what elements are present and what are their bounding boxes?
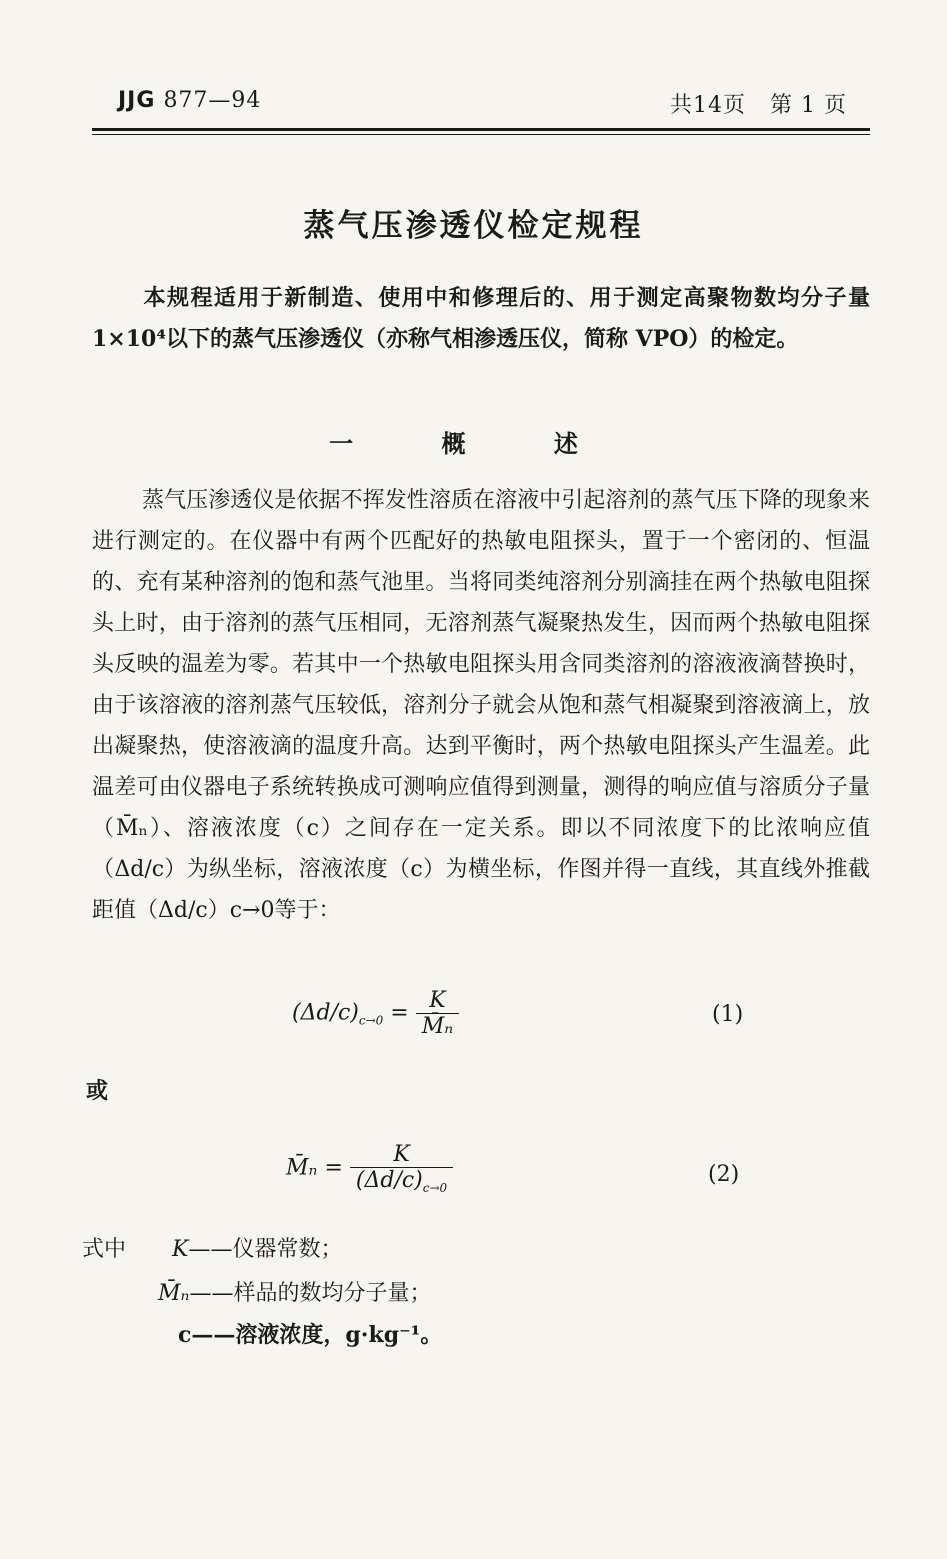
standard-code-number: 877—94 [163, 88, 262, 113]
equation-2-number: (2) [708, 1162, 740, 1187]
def-desc: 仪器常数； [232, 1237, 343, 1262]
overview-paragraph [92, 480, 870, 931]
eq1-denominator: M̄ₙ [421, 1014, 454, 1039]
def-dash: —— [188, 1237, 233, 1262]
header-rule-thick [92, 128, 870, 131]
standard-code [118, 88, 261, 113]
eq2-denominator [350, 1168, 453, 1195]
def-symbol: K [172, 1237, 189, 1262]
definition-c [178, 1318, 442, 1349]
eq2-den-main: (Δd/c) [355, 1168, 423, 1193]
total-pages: 共14页 [670, 93, 747, 118]
eq2-lhs: M̄ₙ [286, 1155, 318, 1181]
def-desc: 溶液浓度，g·kg⁻¹。 [235, 1322, 443, 1348]
standard-code-prefix: JJG [118, 88, 156, 113]
header-rule-thin [92, 134, 870, 135]
section-heading: 一 概 述 [329, 429, 618, 458]
definition-mn [158, 1276, 431, 1307]
eq1-numerator: K [416, 988, 459, 1014]
page-number: 第 1 页 [770, 93, 847, 118]
equation-2 [286, 1142, 453, 1195]
eq2-den-sub: c→0 [422, 1181, 448, 1195]
equation-1-number: (1) [712, 1002, 744, 1027]
equation-1 [292, 988, 459, 1039]
eq2-fraction [350, 1142, 453, 1195]
definition-k [172, 1232, 342, 1263]
def-dash: —— [191, 1322, 236, 1348]
intro-text: 本规程适用于新制造、使用中和修理后的、用于测定高聚物数均分子量1×10⁴以下的蒸气压渗透仪（亦称气相渗透压仪，简称 VPO）的检定。 [92, 285, 870, 352]
document-title: 蒸气压渗透仪检定规程 [303, 208, 644, 244]
eq2-equals: = [324, 1155, 343, 1181]
eq1-lhs-sub: c→0 [358, 1013, 384, 1028]
intro-paragraph [92, 278, 870, 360]
page-counter [670, 88, 847, 119]
eq2-numerator: K [350, 1142, 453, 1168]
def-dash: —— [189, 1281, 234, 1306]
eq1-lhs: (Δd/c) [292, 1000, 359, 1026]
where-label: 式中 [82, 1237, 127, 1262]
overview-text: 蒸气压渗透仪是依据不挥发性溶质在溶液中引起溶剂的蒸气压下降的现象来进行测定的。在仪器中有两个匹配好的热敏电阻探头，置于一个密闭的、恒温的、充有某种溶剂的饱和蒸气池里。当将同类纯溶剂分别滴挂在两个热敏电阻探头上时，由于溶剂的蒸气压相同，无溶剂蒸气凝聚热发生，因而两个热敏电阻探头反映的温差为零。若其中一个热敏电阻探头用含同类溶剂的溶液液滴替换时，由于该溶液的溶剂蒸气压较低，溶剂分子就会从饱和蒸气相凝聚到溶液滴上，放出凝聚热，使溶液滴的温度升高。达到平衡时，两个热敏电阻探头产生温差。此温差可由仪器电子系统转换成可测响应值得到测量，测得的响应值与溶质分子量（M̄ₙ）、溶液浓度（c）之间存在一定关系。即以不同浓度下的比浓响应值（Δd/c）为纵坐标，溶液浓度（c）为横坐标，作图并得一直线，其直线外推截距值（Δd/c）c→0等于： [92, 488, 870, 923]
eq1-fraction [416, 988, 459, 1039]
def-desc: 样品的数均分子量； [233, 1281, 432, 1306]
def-symbol: c [178, 1322, 192, 1348]
or-text: 或 [86, 1078, 109, 1104]
def-symbol: M̄ₙ [158, 1281, 190, 1306]
eq1-equals: = [390, 1000, 409, 1026]
